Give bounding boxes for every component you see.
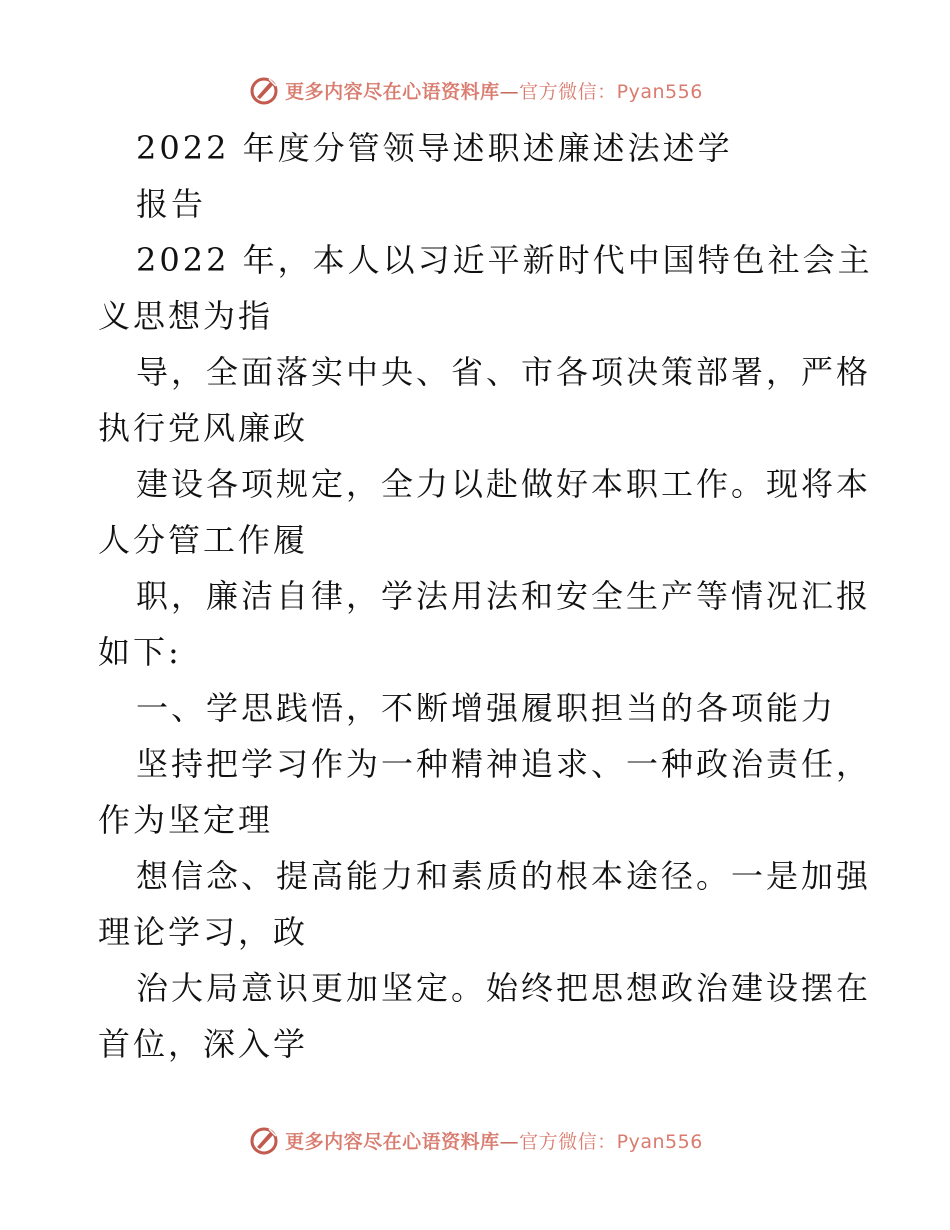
watermark-contact-text: 官方微信：Pyan556: [519, 1130, 703, 1153]
document-body: [98, 120, 873, 1072]
text-line: 执行党风廉政: [98, 409, 309, 447]
watermark-site-text: 更多内容尽在心语资料库: [285, 80, 500, 103]
text-line: 首位，深入学: [98, 1025, 309, 1063]
quill-logo-icon: [247, 73, 281, 107]
text-line: 如下:: [98, 633, 182, 671]
text-line: 2022 年，本人以习近平新时代中国特色社会主: [136, 241, 873, 279]
watermark-header: [0, 70, 950, 110]
section-heading: 一、学思践悟，不断增强履职担当的各项能力: [136, 689, 837, 727]
watermark-dash: —: [499, 1130, 520, 1153]
watermark-contact-text: 官方微信：Pyan556: [519, 80, 703, 103]
text-line: 作为坚定理: [98, 801, 274, 839]
text-line: 坚持把学习作为一种精神追求、一种政治责任，: [136, 745, 872, 783]
watermark-site-text: 更多内容尽在心语资料库: [285, 1130, 500, 1153]
document-title-line-2: 报告: [136, 185, 207, 223]
document-title-line-1: 2022 年度分管领导述职述廉述法述学: [136, 129, 733, 167]
text-line: 人分管工作履: [98, 521, 309, 559]
text-line: 建设各项规定，全力以赴做好本职工作。现将本: [136, 465, 872, 503]
watermark-footer: [0, 1120, 950, 1160]
text-line: 理论学习，政: [98, 913, 309, 951]
text-line: 想信念、提高能力和素质的根本途径。一是加强: [136, 857, 872, 895]
text-line: 治大局意识更加坚定。始终把思想政治建设摆在: [136, 969, 872, 1007]
watermark-text: [285, 77, 703, 104]
watermark-dash: —: [499, 80, 520, 103]
text-line: 职，廉洁自律，学法用法和安全生产等情况汇报: [136, 577, 872, 615]
text-line: 导，全面落实中央、省、市各项决策部署，严格: [136, 353, 872, 391]
quill-logo-icon: [247, 1123, 281, 1157]
watermark-text: [285, 1127, 703, 1154]
text-line: 义思想为指: [98, 297, 274, 335]
